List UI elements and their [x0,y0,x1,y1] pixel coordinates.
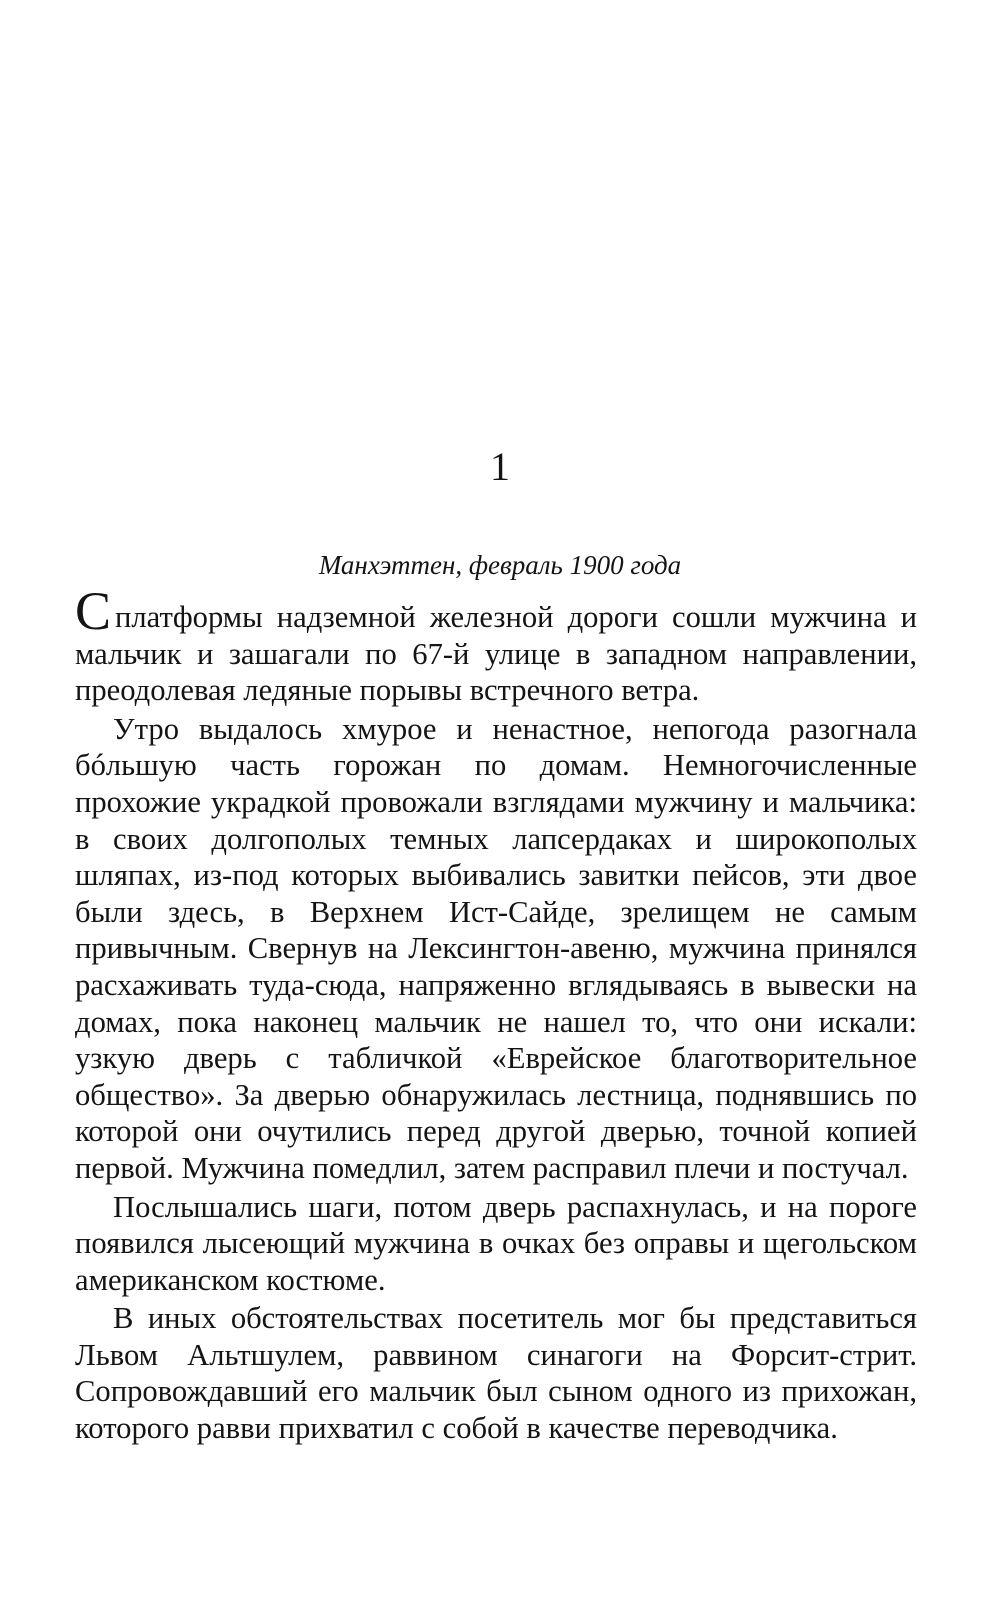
drop-cap: С [75,581,112,641]
paragraph-3: Послышались шаги, потом дверь распахнулась, и на пороге появился лысеющий мужчина в очках без оправы и щегольском американском костюме. [75,1189,917,1297]
chapter-subtitle: Манхэттен, февраль 1900 года [318,550,682,580]
paragraph-2: Утро выдалось хмурое и ненастное, непогода разогнала бóльшую часть горожан по домам. Немногочисленные прохожие украдкой провожали взглядами мужчину и мальчика: в своих долгополых темных лапсердаках и широкополых шляпах, из-под которых выбивались завитки пейсов, эти двое были здесь, в Верхнем Ист-Сайде, зрелищем не самым привычным. Свернув на Лексингтон-авеню, мужчина принялся расхаживать туда-сюда, напряженно вглядываясь в вывески на домах, пока наконец мальчик не нашел то, что они искали: узкую дверь с табличкой «Еврейское благотворительное общество». За дверью обнаружилась лестница, поднявшись по которой они очутились перед другой дверью, точной копией первой. Мужчина помедлил, затем расправил плечи и постучал. [75,711,917,1185]
paragraph-1 [75,581,917,709]
body-text [75,581,917,1447]
chapter-number: 1 [490,444,510,489]
paragraph-4: В иных обстоятельствах посетитель мог бы представиться Львом Альтшулем, раввином синагоги на Форсит-стрит. Сопровождавший его мальчик был сыном одного из прихожан, которого равви прихватил с собой в качестве переводчика. [75,1301,917,1446]
paragraph-1-text: платформы надземной железной дороги сошли мужчина и мальчик и зашагали по 67-й улице в западном направлении, преодолевая ледяные порывы встречного ветра. [75,600,917,708]
